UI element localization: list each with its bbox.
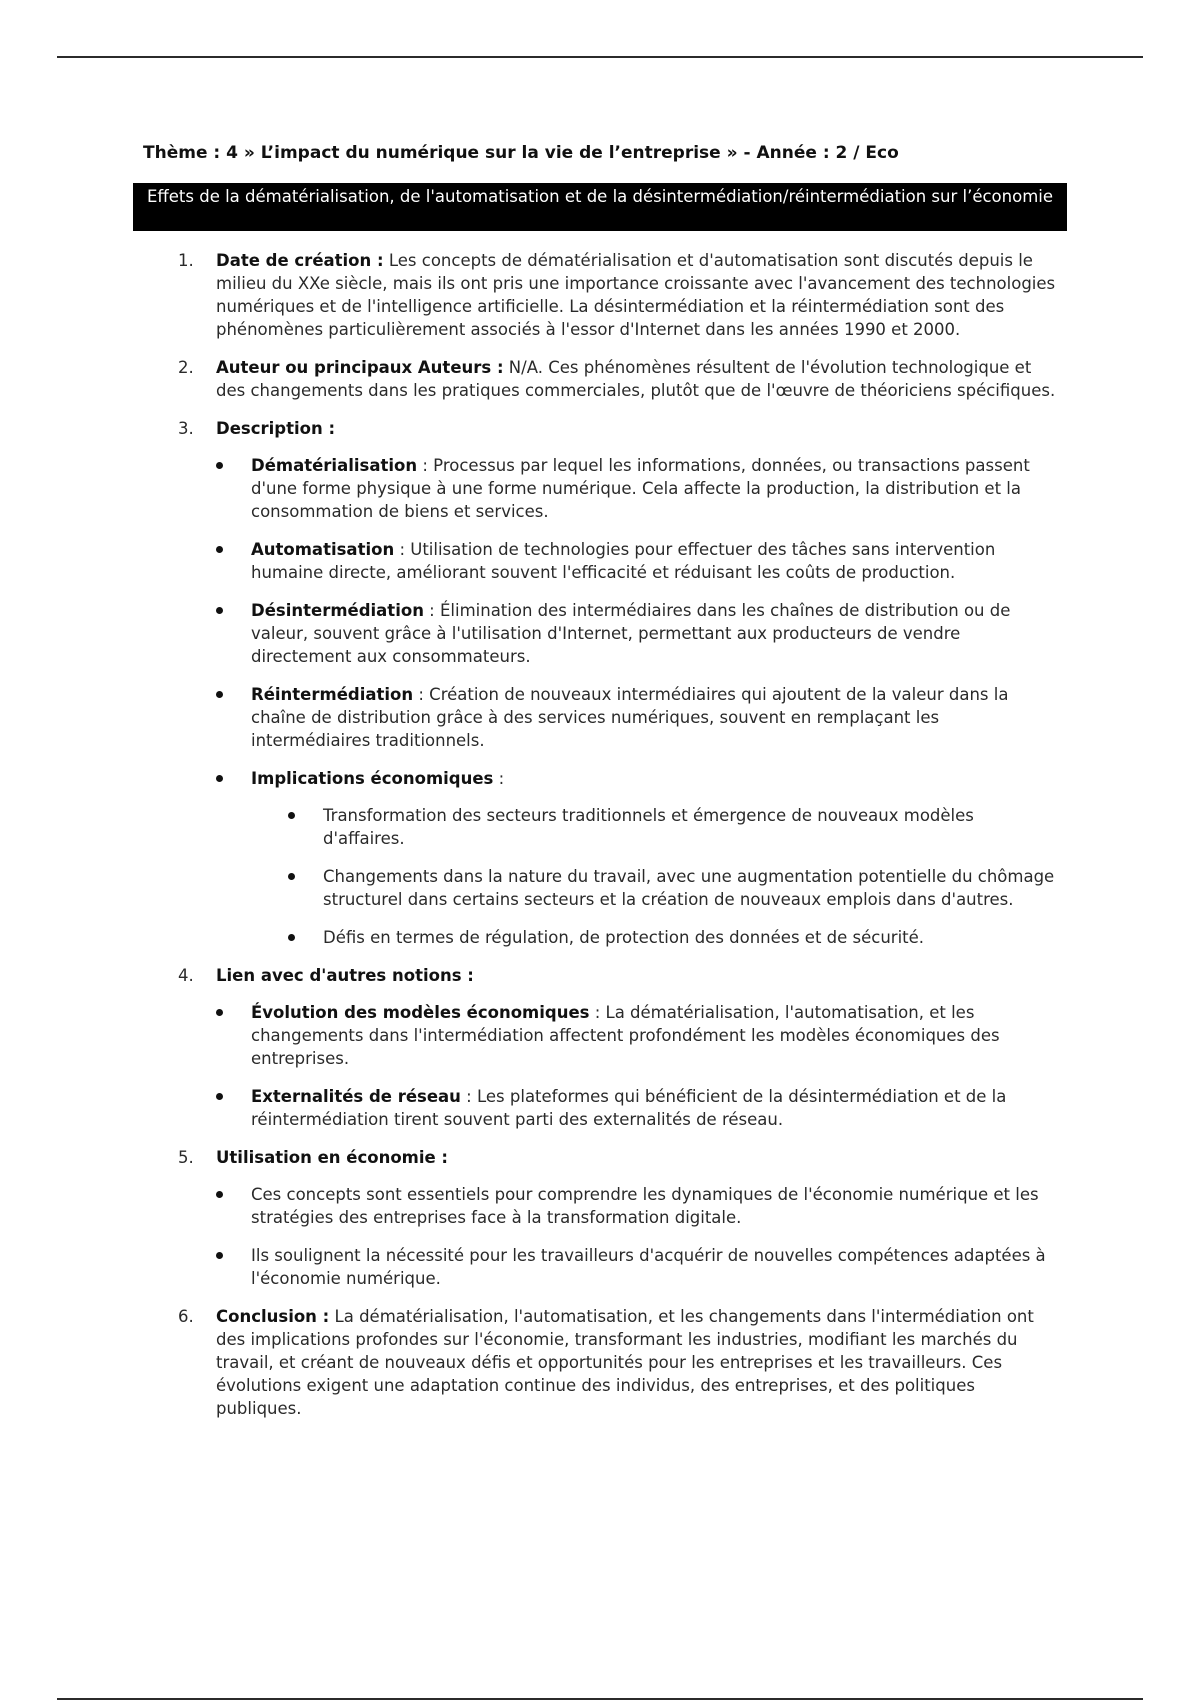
bullet-text: : La dématérialisation, l'automatisation, et les changements dans l'intermédiation affectent profondément les modèles économiques des entreprises.	[251, 1003, 1000, 1068]
bullet-dot	[216, 607, 223, 614]
bullet-dot	[216, 691, 223, 698]
bullet-text: Ils soulignent la nécessité pour les travailleurs d'acquérir de nouvelles compétences adaptées à l'économie numérique.	[251, 1246, 1046, 1288]
sub-bullet-item	[178, 926, 1058, 949]
bullet-label: Externalités de réseau	[251, 1087, 461, 1106]
item-number: 6.	[178, 1307, 194, 1326]
sub-bullet-item	[178, 865, 1058, 911]
bullet-text: : Utilisation de technologies pour effectuer des tâches sans intervention humaine directe, améliorant souvent l'efficacité et réduisant les coûts de production.	[251, 540, 996, 582]
bullet-dot	[216, 1093, 223, 1100]
bullet-text: : Création de nouveaux intermédiaires qui ajoutent de la valeur dans la chaîne de distribution grâce à des services numériques, souvent en remplaçant les intermédiaires traditionnels.	[251, 685, 1009, 750]
bullet-item	[178, 767, 1058, 790]
bullet-label: Désintermédiation	[251, 601, 424, 620]
section-banner: Effets de la dématérialisation, de l'automatisation et de la désintermédiation/réintermédiation sur l’économie	[133, 183, 1067, 231]
list-item-conclusion	[178, 1305, 1058, 1420]
sub-bullet-text: Changements dans la nature du travail, avec une augmentation potentielle du chômage structurel dans certains secteurs et la création de nouveaux emplois dans d'autres.	[323, 867, 1055, 909]
item-text: Les concepts de dématérialisation et d'automatisation sont discutés depuis le milieu du XXe siècle, mais ils ont pris une importance croissante avec l'avancement des technologies numériques et de l'intelligence artificielle. La désintermédiation et la réintermédiation sont des phénomènes particulièrement associés à l'essor d'Internet dans les années 1990 et 2000.	[216, 251, 1056, 339]
item-number: 2.	[178, 358, 194, 377]
item-text: N/A. Ces phénomènes résultent de l'évolution technologique et des changements dans les pratiques commerciales, plutôt que de l'œuvre de théoriciens spécifiques.	[216, 358, 1056, 400]
bullet-dot	[216, 775, 223, 782]
list-item-links	[178, 964, 1058, 987]
bullet-label: Dématérialisation	[251, 456, 418, 475]
bullet-item	[178, 599, 1058, 668]
list-item-usage	[178, 1146, 1058, 1169]
item-label: Utilisation en économie :	[216, 1148, 449, 1167]
item-label: Date de création :	[216, 251, 384, 270]
bullet-text: : Les plateformes qui bénéficient de la désintermédiation et de la réintermédiation tirent souvent parti des externalités de réseau.	[251, 1087, 1007, 1129]
bullet-label: Évolution des modèles économiques	[251, 1003, 590, 1022]
list-item-authors	[178, 356, 1058, 402]
bullet-dot	[216, 1191, 223, 1198]
bullet-text: : Processus par lequel les informations, données, ou transactions passent d'une forme physique à une forme numérique. Cela affecte la production, la distribution et la consommation de biens et services.	[251, 456, 1030, 521]
bullet-dot	[288, 812, 295, 819]
item-number: 5.	[178, 1148, 194, 1167]
links-bullets	[178, 1001, 1058, 1131]
sub-bullet-text: Transformation des secteurs traditionnels et émergence de nouveaux modèles d'affaires.	[323, 806, 974, 848]
bullet-dot	[288, 873, 295, 880]
bullet-text: : Élimination des intermédiaires dans les chaînes de distribution ou de valeur, souvent grâce à l'utilisation d'Internet, permettant aux producteurs de vendre directement aux consommateurs.	[251, 601, 1011, 666]
bullet-item	[178, 454, 1058, 523]
item-number: 4.	[178, 966, 194, 985]
bullet-label: Automatisation	[251, 540, 395, 559]
bullet-dot	[216, 1009, 223, 1016]
bullet-dot	[216, 546, 223, 553]
bullet-text: :	[493, 769, 505, 788]
item-number: 1.	[178, 251, 194, 270]
bullet-item	[178, 683, 1058, 752]
bullet-dot	[288, 934, 295, 941]
implications-subitems	[178, 804, 1058, 949]
item-label: Description :	[216, 419, 336, 438]
item-label: Conclusion :	[216, 1307, 330, 1326]
sub-bullet-text: Défis en termes de régulation, de protection des données et de sécurité.	[323, 928, 925, 947]
theme-title: Thème : 4 » L’impact du numérique sur la vie de l’entreprise » - Année : 2 / Eco	[143, 143, 899, 163]
bullet-label: Réintermédiation	[251, 685, 414, 704]
document-body	[178, 249, 1058, 1435]
item-label: Lien avec d'autres notions :	[216, 966, 474, 985]
item-text: La dématérialisation, l'automatisation, et les changements dans l'intermédiation ont des implications profondes sur l'économie, transformant les industries, modifiant les marchés du travail, et créant de nouveaux défis et opportunités pour les entreprises et les travailleurs. Ces évolutions exigent une adaptation continue des individus, des entreprises, et des politiques publiques.	[216, 1307, 1034, 1418]
bullet-dot	[216, 462, 223, 469]
list-item-date	[178, 249, 1058, 341]
top-rule	[57, 56, 1143, 58]
bullet-item	[178, 1183, 1058, 1229]
bullet-text: Ces concepts sont essentiels pour comprendre les dynamiques de l'économie numérique et les stratégies des entreprises face à la transformation digitale.	[251, 1185, 1039, 1227]
bullet-item	[178, 1001, 1058, 1070]
bullet-dot	[216, 1252, 223, 1259]
usage-bullets	[178, 1183, 1058, 1290]
item-label: Auteur ou principaux Auteurs :	[216, 358, 504, 377]
bullet-item	[178, 1085, 1058, 1131]
bullet-label: Implications économiques	[251, 769, 494, 788]
bullet-item	[178, 538, 1058, 584]
list-item-description	[178, 417, 1058, 440]
bullet-item	[178, 1244, 1058, 1290]
description-bullets	[178, 454, 1058, 949]
item-number: 3.	[178, 419, 194, 438]
sub-bullet-item	[178, 804, 1058, 850]
